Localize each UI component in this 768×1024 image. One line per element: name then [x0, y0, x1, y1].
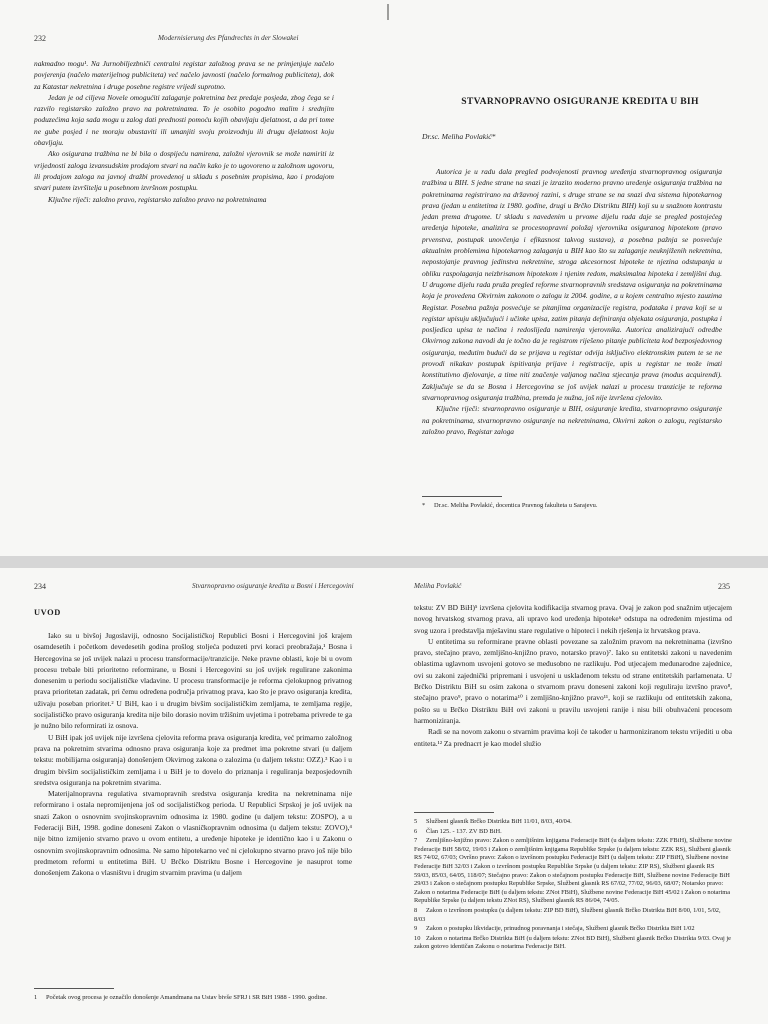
footnote-block	[422, 492, 722, 512]
footnote-number: 10	[414, 934, 421, 942]
footnote	[414, 837, 732, 906]
author-line: Dr.sc. Meliha Povlakić*	[422, 132, 496, 141]
footnote-number: 9	[414, 925, 418, 933]
abstract-text: Autorica je u radu dala pregled podvojenosti pravnog uređenja stvarnopravnog osiguranja tražbina u BIH. S jedne strane na snazi je izrazito moderno pravno uređenje osiguranja tražbina na pokretninama registrirano na državnoj razini, s druge strane se na snazi dva sistema hipotekarnog prava (jedan u entitetima iz 1980. godine, drugi u Brčko Distriktu BIH) koji su u snažnom kontrastu jedan prema drugome. U skladu s navedenim u prvome dijelu rada daje se pregled postojećeg uređenja hipoteke, analizira se procesnopravni položaj vjerovnika osiguranog hipotekom (pravo prvenstva, postupak unovčenja i efikasnost takvog sustava), a posebna pažnja se posvećuje aktualnim problemima hipotekarnog zalaganja u BIH kao što su zalaganje neuknjiženih nekretnina, nepostojanje pravnog jedinstva nekretnine, stroga akcesornost hipoteke te njezina odstupanja u obliku raspolaganja neizbrisanom hipotekom i njenim redom, maksimalna hipoteka i zemljišni dug. U drugome dijelu rada pruža pregled reforme stvarnopravnih sredstava osiguranja na pokretninama koja je provedena Okvirnim zakonom o zalogu iz 2004. godine, a u kojem centralno mjesto zauzima Registar. Posebna pažnja posvećuje se pitanjima organizacije registra, podataka i prava koji se u registar upisuju uključujući i učinke upisa, zatim pitanja definiranja objekata osiguranja, postupka i posljedica upisa te načina i redoslijeda namirenja vjerovnika. Autorica analizirajući odredbe Okvirnog zakona navodi da je točno da je registrom riješeno pitanje publiciteta kod bezposjedovnog osiguranja, međutim budući da se prijava u registar odvija isključivo elektronskim putem te se ne provodi nikakav postupak ispitivanja prijave i registracije, upis u registar ne može imati konstitutivno djelovanje, a time niti značenje valjanog načina stjecanja prava (modus acquirendi). Zaključuje se da se Bosna i Hercegovina se još uvijek nalazi u procesu tranzicije te reforma stvarnopravnog osiguranja tražbina, premda je nužna, još nije izvršena cjelovito.	[422, 167, 722, 402]
keywords: Ključne riječi: založno pravo, registarsko založno pravo na pokretninama	[48, 194, 267, 204]
paragraph: Iako su u bivšoj Jugoslaviji, odnosno Socijalističkoj Republici Bosni i Hercegovini još krajem osamdesetih i početkom devedesetih godina prošlog stoljeća poduzeti prvi koraci preobražaja,¹ Bosna i Hercegovina se još uvijek nalazi u procesu transformacije/tranzicije. Neke pravne oblasti, koje bi u ovom procesu trebale biti prioritetno reformirane, u Bosni i Hercegovini su još uvijek regulirane zakonima donesenim u periodu socijalističke vladavine. U procesu transformacije je reforma cjelokupnog privatnog prava prioritetan zadatak, pri čemu određena područja privatnog prava, kao što je pravo osiguranja kredita, uživaju poseban prioritet.² U BiH, kao i u drugim bivšim socijalističkim zemljama, te zemljama regije, socijalističko pravo osiguranja kredita nije bilo dorasio novim tržišnim uvjetima i potrebama privrede te ga je nužno bilo reformirati iz osnova.	[34, 631, 352, 731]
footnote-text: Zemljišno-knjižno pravo: Zakon o zemljišnim knjigama Federacije BiH (u daljem tekstu: ZZK FBiH), Službene novine Federacije BiH 58/02, 19/03 i Zakon o zemljišnim knjigama Republike Srpske (u daljem tekstu: ZZK RS), Službeni glasnik RS 74/02, 67/03; Ovršno pravo: Zakon o izvršnom postupku Federacije BiH (u daljem tekstu: ZIP FBiH), Službene novine Federacije BiH 32/03 i Zakon o izvršnom postupku Republike Srpske (u daljem tekstu: ZIP RS), Službeni glasnik RS 59/03, 85/03, 64/05, 118/07; Stečajno pravo: Zakon o stečajnom postupku Federacije BiH, Službene novine Federacije BiH 29/03 i Zakon o stečajnom postupku Republike Srpske, Službeni glasnik RS 67/02, 77/02, 96/03, 68/07; Notarsko pravo: Zakon o notarima Federacije BiH (u daljem tekstu: ZNot FBiH), Službene novine Federacije BiH 45/02 i Zakon o notarima Republike Srpske (u daljem tekstu ZNot RS), Službeni glasnik RS 86/04, 74/05.	[414, 837, 732, 905]
footnote	[414, 935, 732, 952]
binding-mark	[384, 4, 394, 22]
footnote	[414, 925, 732, 934]
paragraph: U BiH ipak još uvijek nije izvršena cjelovita reforma prava osiguranja kredita, već primarno založnog prava na pokretnim stvarima odnosno prava osiguranja koje za predmet ima pokretne stvari (u daljem tekstu: mobilijarna osiguranja) donošenjem Okvirnog zakona o zalozima (u daljem tekstu: OZZ).³ Kao i u drugim bivšim socijalističkim zemljama i u BiH je to dovelo do priznanja i reguliranja bezposjedovnih sredstva osiguranja na pokretnim stvarima.	[34, 732, 352, 787]
section-heading: UVOD	[34, 608, 61, 617]
body-text	[34, 630, 352, 879]
footnote-text: Dr.sc. Meliha Povlakić, docentica Pravnog fakulteta u Sarajevu.	[434, 502, 598, 509]
page-234	[0, 568, 384, 1024]
paragraph: U entitetima su reformirane pravne oblasti povezane sa založnim pravom na nekretninama (izvršno pravo, stečajno pravo, zemljišno-knjižno pravo, notarsko pravo)⁷. Iako su entitetski zakoni u navedenim oblastima uglavnom usvojeni gotovo se međusobno ne razlikuju. Pod utjecajem međunarodne zajednice, ovi su zakoni zajednički pripremani i usvojeni u usklađenom tekstu od strane entitetskih parlamenata. U Brčko Distriktu BiH su osim zakona o stvarnom pravu doneseni zakoni koji reguliraju izvršno pravo⁸, stečajno pravo⁹, pravo o notarima¹⁰ i zemljišno-knjižno pravo¹¹, koji se razlikuju od entitetskih zakona, pošto su u Brčko Distriktu BiH ovi zakoni u pravilu usvojeni ranije i nisu bili obuhvaćeni procesom harmoniziranja.	[414, 636, 732, 725]
footnote	[414, 828, 732, 837]
footnote-number: 5	[414, 818, 418, 825]
paragraph: Materijalnopravna regulativa stvarnopravnih sredstva osiguranja kredita na nekretninama nije reformirano i ostala nepromijenjena još od socijalističkog perioda. U Republici Srpskoj je još uvijek na snazi Zakon o osnovnim svojinskopravnim odnosima iz 1980. godine (u daljem tekstu: ZOSPO), a u Federaciji BiH, 1998. godine doneseni Zakon o vlasničkopravnim odnosima (u daljem tekstu: ZOVO),⁴ nije bitno izmijenio stvarno pravo u ovom entitetu, a uređenje hipoteke je identično kao i u Zakonu o osnovnim svojinskopravnim odnosima. Ne samo hipotekarno već ni cjelokupno stvarno pravo još nije bilo predmetom reformi u entitetima BiH. U Brčko Distriktu Bosne i Hercegovine je nasuprot tome donošenjem Zakona o vlasništvu i drugim stvarnim pravima (u daljem	[34, 789, 352, 878]
footnote-rule	[414, 812, 494, 813]
scan-divider	[0, 556, 768, 568]
footnote-number: 6	[414, 827, 418, 835]
page-number: 232	[34, 34, 46, 43]
paragraph: Ako osigurana tražbina ne bi bila o dospijeću namirena, založni vjerovnik se može namiriti iz vrijednosti zaloga izvansudskim prodajom stvari na način kako je to ugovoreno u založnom ugovoru, ili prodajom zaloga na javnoj dražbi provedenoj u skladu s posebnim propisima, kao i prodajom stvari putem izvršitelja u posebnom izvršnom postupku.	[34, 149, 334, 193]
footnote-text: Službeni glasnik Brčko Distrikta BiH 11/01, 8/03, 40/04.	[426, 818, 572, 825]
paragraph: nakmadno mogu¹. Na Jurnobiljezbniči centralni registar založnog prava se ne primjenjuje načelo povjerenja (načelo materijelnog publiciteta) već načelo javnosti (načelo formalnog publiciteta), dok za Katastar nekretnina i druge posebne registre vrijedi suprotno.	[34, 59, 334, 91]
paragraph: Jedan je od ciljeva Novele omogućiti zalaganje pokretnina bez predaje posjeda, zbog čega se i razvilo registarsko založno pravo na pokretninama. To je osobito pogodno malim i srednjim poduzećima koja sada mogu u zalog dati prednosti pomoću kojih obavljaju djelatnost, a da pri tome ne gube posjed i ne moraju obustaviti ili umanjiti svoju proizvodnju ili drugu djelatnost koju obavljaju.	[34, 92, 334, 148]
footnote-number: 8	[414, 906, 418, 914]
footnote-text: Početak ovog procesa je označilo donošenje Amandmana na Ustav bivše SFRJ i SR BiH 1988 - 1990. godine.	[46, 994, 327, 1001]
footnote-rule	[422, 496, 502, 497]
footnote-text: Član 125. - 137. ZV BD BiH.	[426, 827, 502, 835]
keywords: Ključne riječi: stvarnopravno osiguranje u BIH, osiguranje kredita, stvarnopravno osiguranje na pokretninama, stvarnopravno osiguranje na nekretninama, Okvirni zakon o zalogu, registarsko založno pravo, Registar zaloga	[422, 404, 722, 436]
article-title: STVARNOPRAVNO OSIGURANJE KREDITA U BIH	[461, 96, 699, 107]
footnote-marker: *	[422, 502, 426, 509]
page-number: 235	[718, 582, 730, 591]
page-232	[0, 0, 384, 556]
page-235	[384, 568, 768, 1024]
footnote-rule	[34, 988, 114, 989]
body-text	[34, 58, 334, 205]
footnote-number: 7	[414, 837, 418, 845]
footnote-block	[414, 808, 732, 953]
footnote-text: Zakon o postupku likvidacije, prinudnog poravnanja i stečaja, Službeni glasnik Brčko Distrikta BiH 1/02	[426, 925, 695, 933]
page-number: 234	[34, 582, 46, 591]
running-head: Modernisierung des Pfandrechts in der Slowakei	[158, 34, 299, 42]
running-head: Meliha Povlakić	[414, 582, 462, 590]
footnote-number: 1	[34, 994, 38, 1001]
body-text	[414, 602, 732, 749]
running-head: Stvarnopravno osiguranje kredita u Bosni i Hercegovini	[192, 582, 354, 590]
paragraph: Radi se na novom zakonu o stvarnim pravima koji će također u harmoniziranom tekstu vrijediti u oba entiteta.¹² Za prednacrt je kao model služio	[414, 727, 732, 748]
footnote-block	[34, 984, 352, 1004]
page-233	[384, 0, 768, 556]
footnote-text: Zakon o notarima Brčko Distrikta BiH (u daljem tekstu: ZNot BD BiH), Službeni glasnik Brčko Distrikta 9/03. Ovaj je zakon gotovo identičan Zakonu o notarima Federacije BiH.	[414, 934, 731, 951]
paragraph: tekstu: ZV BD BiH)⁵ izvršena cjelovita kodifikacija stvarnog prava. Ovaj je zakon pod snažnim utjecajem novog hrvatskog stvarnog prava, ali upravo kod uređenja hipoteke⁶ odstupa na određenim mjestima od svog uzora i predstavlja mješavinu stare regulative o hipoteci i nekih rješenja iz hrvatskog prava.	[414, 603, 732, 635]
abstract	[422, 166, 722, 437]
footnote	[414, 818, 732, 827]
footnote	[414, 907, 732, 924]
footnote-text: Zakon o izvršnom postupku (u daljem tekstu: ZIP BD BiH), Službeni glasnik Brčko Distrikta BiH 8/00, 1/01, 5/02, 8/03	[414, 906, 721, 923]
